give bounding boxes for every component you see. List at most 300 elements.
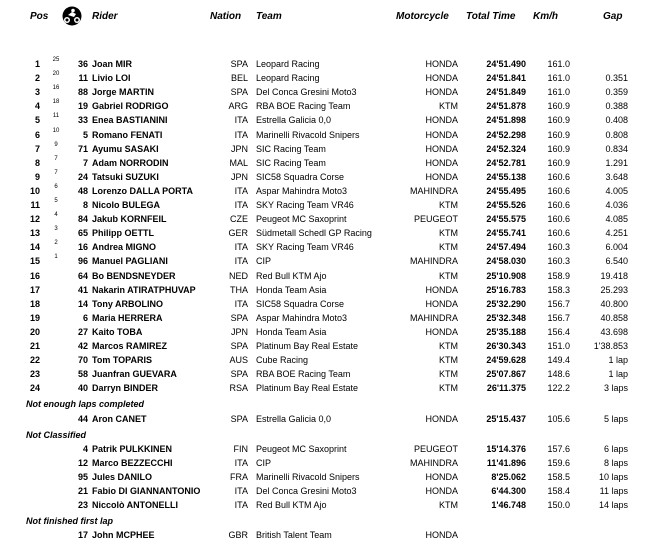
row-grid: 18 xyxy=(52,99,60,106)
row-total-time: 24'52.298 xyxy=(486,129,526,140)
row-nation: SPA xyxy=(230,341,248,351)
row-motorcycle: PEUGEOT xyxy=(413,443,458,454)
row-pos: 5 xyxy=(34,115,40,126)
row-number: 5 xyxy=(82,129,88,140)
row-gap: 4.036 xyxy=(605,200,628,210)
row-number: 40 xyxy=(77,383,88,394)
row-nation: ARG xyxy=(228,101,248,112)
row-gap: 11 laps xyxy=(599,486,628,496)
row-rider: Patrik PULKKINEN xyxy=(92,443,173,454)
row-total-time: 24'55.741 xyxy=(486,228,526,239)
row-team: RBA BOE Racing Team xyxy=(256,369,351,380)
row-pos: 11 xyxy=(30,200,40,210)
row-rider: Jules DANILO xyxy=(92,471,153,482)
row-motorcycle: HONDA xyxy=(425,530,458,541)
row-number: 23 xyxy=(77,500,88,511)
row-nation: ITA xyxy=(234,200,248,210)
row-number: 58 xyxy=(77,369,88,380)
row-motorcycle: HONDA xyxy=(425,157,458,168)
row-motorcycle: MAHINDRA xyxy=(409,185,458,196)
row-gap: 4.251 xyxy=(605,228,628,239)
row-nation: RSA xyxy=(229,383,248,394)
row-gap: 6.004 xyxy=(605,242,628,253)
row-pos: 18 xyxy=(29,298,40,309)
row-total-time: 24'52.781 xyxy=(486,157,526,168)
row-rider: Fabio DI GIANNANTONIO xyxy=(92,486,201,496)
row-kmh: 158.9 xyxy=(547,270,570,281)
row-kmh: 160.6 xyxy=(547,185,570,196)
row-number: 16 xyxy=(77,242,88,253)
row-team: Leopard Racing xyxy=(256,59,320,69)
row-rider: Adam NORRODIN xyxy=(92,157,169,168)
row-pos: 21 xyxy=(29,341,40,351)
row-team: Honda Team Asia xyxy=(256,326,327,337)
row-kmh: 160.9 xyxy=(547,115,570,126)
row-pos: 15 xyxy=(29,256,40,267)
row-team: Del Conca Gresini Moto3 xyxy=(256,87,357,98)
row-kmh: 160.9 xyxy=(547,157,570,168)
row-team: Platinum Bay Real Estate xyxy=(256,383,359,394)
row-team: SKY Racing Team VR46 xyxy=(256,242,354,253)
section-not-enough-laps: Not enough laps completed xyxy=(26,399,145,410)
row-nation: ITA xyxy=(234,256,248,267)
row-total-time: 24'51.841 xyxy=(486,73,526,84)
row-nation: BEL xyxy=(230,73,248,84)
row-kmh: 161.0 xyxy=(547,73,570,84)
row-kmh: 157.6 xyxy=(547,443,570,454)
row-kmh: 158.5 xyxy=(547,471,570,482)
row-number: 19 xyxy=(77,101,88,112)
row-total-time: 24'51.898 xyxy=(486,115,526,126)
row-team: Peugeot MC Saxoprint xyxy=(256,443,347,454)
row-pos: 23 xyxy=(29,369,40,380)
row-gap: 1.291 xyxy=(605,157,628,168)
row-gap: 3.648 xyxy=(605,171,628,182)
row-pos: 16 xyxy=(29,270,40,281)
row-total-time: 25'15.437 xyxy=(486,413,526,424)
row-rider: Juanfran GUEVARA xyxy=(92,369,177,380)
row-team: Red Bull KTM Ajo xyxy=(256,270,327,281)
row-number: 27 xyxy=(77,326,88,337)
row-nation: ITA xyxy=(234,486,248,496)
header-pos: Pos xyxy=(30,11,49,22)
row-motorcycle: MAHINDRA xyxy=(409,312,458,323)
row-rider: Bo BENDSNEYDER xyxy=(92,270,176,281)
row-gap: 25.293 xyxy=(600,284,628,295)
row-motorcycle: KTM xyxy=(439,242,458,253)
row-gap: 1'38.853 xyxy=(593,341,628,351)
row-team: SIC Racing Team xyxy=(256,143,326,154)
row-nation: JPN xyxy=(230,326,248,337)
row-kmh: 150.0 xyxy=(547,500,570,511)
row-kmh: 122.2 xyxy=(547,383,570,394)
row-rider: Ayumu SASAKI xyxy=(92,143,159,154)
row-team: Südmetall Schedl GP Racing xyxy=(256,228,372,239)
row-grid: 20 xyxy=(52,71,60,78)
row-rider: John MCPHEE xyxy=(92,530,155,541)
row-nation: SPA xyxy=(230,413,248,424)
row-kmh: 160.3 xyxy=(547,242,570,253)
row-pos: 2 xyxy=(34,73,40,84)
row-nation: CZE xyxy=(230,214,248,225)
row-rider: Maria HERRERA xyxy=(92,312,163,323)
row-team: CIP xyxy=(256,256,272,267)
row-number: 36 xyxy=(77,59,88,69)
row-motorcycle: HONDA xyxy=(425,87,458,98)
table-row xyxy=(0,497,650,514)
row-number: 21 xyxy=(77,486,88,496)
row-kmh: 160.3 xyxy=(547,256,570,267)
row-total-time: 25'16.783 xyxy=(486,284,526,295)
row-motorcycle: HONDA xyxy=(425,326,458,337)
row-rider: Jakub KORNFEIL xyxy=(92,214,167,225)
row-kmh: 160.6 xyxy=(547,214,570,225)
row-pos: 19 xyxy=(29,312,40,323)
row-number: 44 xyxy=(77,413,88,424)
row-team: Red Bull KTM Ajo xyxy=(256,500,327,511)
row-grid: 4 xyxy=(54,212,58,219)
row-kmh: 160.6 xyxy=(547,171,570,182)
row-pos: 7 xyxy=(34,143,40,154)
row-gap: 40.800 xyxy=(600,298,628,309)
row-pos: 20 xyxy=(29,326,40,337)
row-number: 88 xyxy=(77,87,88,98)
row-kmh: 105.6 xyxy=(547,413,570,424)
row-gap: 0.359 xyxy=(605,87,628,98)
row-total-time: 26'30.343 xyxy=(486,341,526,351)
table-row xyxy=(0,527,650,544)
row-gap: 4.085 xyxy=(605,214,628,225)
row-motorcycle: KTM xyxy=(439,200,458,210)
row-rider: Marco BEZZECCHI xyxy=(92,457,173,468)
row-grid: 3 xyxy=(54,226,58,233)
row-rider: Nakarin ATIRATPHUVAP xyxy=(92,284,196,295)
row-nation: THA xyxy=(230,284,248,295)
row-total-time: 24'52.324 xyxy=(486,143,526,154)
row-motorcycle: KTM xyxy=(439,500,458,511)
row-grid: 5 xyxy=(54,198,58,204)
row-pos: 9 xyxy=(34,171,40,182)
row-gap: 19.418 xyxy=(600,270,628,281)
row-pos: 22 xyxy=(29,355,40,366)
row-motorcycle: KTM xyxy=(439,355,458,366)
row-number: 12 xyxy=(77,457,88,468)
row-rider: Livio LOI xyxy=(92,73,131,84)
row-nation: ITA xyxy=(234,500,248,511)
row-total-time: 25'32.290 xyxy=(486,298,526,309)
row-total-time: 24'51.849 xyxy=(486,87,526,98)
row-team: British Talent Team xyxy=(256,530,332,541)
row-team: Aspar Mahindra Moto3 xyxy=(256,312,348,323)
row-total-time: 24'55.526 xyxy=(486,200,526,210)
row-team: Aspar Mahindra Moto3 xyxy=(256,185,348,196)
row-nation: JPN xyxy=(230,171,248,182)
row-kmh: 160.6 xyxy=(547,200,570,210)
row-gap: 4.005 xyxy=(605,185,628,196)
row-total-time: 24'59.628 xyxy=(486,355,526,366)
row-motorcycle: KTM xyxy=(439,101,458,112)
row-number: 11 xyxy=(78,73,88,84)
row-team: RBA BOE Racing Team xyxy=(256,101,351,112)
row-team: Peugeot MC Saxoprint xyxy=(256,214,347,225)
row-pos: 24 xyxy=(29,383,40,394)
row-gap: 5 laps xyxy=(603,413,628,424)
row-grid: 16 xyxy=(52,85,60,92)
row-grid: 6 xyxy=(54,183,58,190)
row-nation: NED xyxy=(228,270,248,281)
row-kmh: 156.7 xyxy=(547,298,570,309)
row-gap: 0.388 xyxy=(605,101,628,112)
row-number: 65 xyxy=(77,228,88,239)
row-kmh: 148.6 xyxy=(547,369,570,380)
row-pos: 10 xyxy=(29,185,40,196)
row-total-time: 11'41.896 xyxy=(486,457,526,468)
row-nation: AUS xyxy=(229,355,248,366)
row-nation: FIN xyxy=(233,443,248,454)
row-total-time: 8'25.062 xyxy=(491,471,526,482)
row-number: 4 xyxy=(82,443,88,454)
row-pos: 8 xyxy=(34,157,40,168)
header-team: Team xyxy=(256,11,282,22)
row-pos: 13 xyxy=(29,228,40,239)
header-nation: Nation xyxy=(210,11,242,22)
row-total-time: 25'10.908 xyxy=(486,270,526,281)
row-motorcycle: KTM xyxy=(439,228,458,239)
row-nation: SPA xyxy=(230,59,248,69)
row-team: Estrella Galicia 0,0 xyxy=(256,115,332,126)
row-team: Marinelli Rivacold Snipers xyxy=(256,129,360,140)
row-rider: Jorge MARTIN xyxy=(92,87,155,98)
row-team: Del Conca Gresini Moto3 xyxy=(256,486,357,496)
row-number: 17 xyxy=(77,530,88,541)
row-rider: Darryn BINDER xyxy=(92,383,159,394)
row-nation: ITA xyxy=(234,242,248,253)
row-number: 48 xyxy=(77,185,88,196)
row-gap: 40.858 xyxy=(600,312,628,323)
row-motorcycle: KTM xyxy=(439,369,458,380)
row-number: 84 xyxy=(77,214,88,225)
results-header xyxy=(0,0,650,28)
row-nation: JPN xyxy=(230,143,248,154)
row-grid: 25 xyxy=(52,57,60,63)
row-nation: ITA xyxy=(234,115,248,126)
row-pos: 1 xyxy=(34,59,40,69)
row-team: SKY Racing Team VR46 xyxy=(256,200,354,210)
row-rider: Kaito TOBA xyxy=(92,326,143,337)
header-total-time: Total Time xyxy=(466,11,516,22)
row-kmh: 159.6 xyxy=(547,457,570,468)
row-kmh: 160.9 xyxy=(547,101,570,112)
row-nation: GER xyxy=(228,228,248,239)
row-rider: Romano FENATI xyxy=(92,129,163,140)
row-motorcycle: HONDA xyxy=(425,115,458,126)
row-total-time: 6'44.300 xyxy=(491,486,526,496)
row-kmh: 161.0 xyxy=(547,87,570,98)
row-grid: 7 xyxy=(54,169,58,176)
row-total-time: 1'46.748 xyxy=(491,500,526,511)
row-pos: 6 xyxy=(34,129,40,140)
row-gap: 0.408 xyxy=(605,115,628,126)
row-kmh: 156.4 xyxy=(547,326,570,337)
row-nation: SPA xyxy=(230,312,248,323)
row-kmh: 160.6 xyxy=(547,228,570,239)
row-gap: 1 lap xyxy=(608,355,628,366)
row-rider: Nicolo BULEGA xyxy=(92,200,161,210)
row-gap: 6.540 xyxy=(605,256,628,267)
row-grid: 7 xyxy=(54,155,58,162)
row-number: 64 xyxy=(77,270,88,281)
header-rider: Rider xyxy=(92,11,118,22)
row-nation: SPA xyxy=(230,87,248,98)
row-motorcycle: HONDA xyxy=(425,73,458,84)
row-gap: 1 lap xyxy=(608,369,628,380)
row-team: Platinum Bay Real Estate xyxy=(256,341,359,351)
row-total-time: 24'57.494 xyxy=(486,242,526,253)
row-number: 6 xyxy=(82,312,88,323)
row-kmh: 156.7 xyxy=(547,312,570,323)
row-motorcycle: KTM xyxy=(439,341,458,351)
row-number: 71 xyxy=(77,143,88,154)
row-rider: Joan MIR xyxy=(92,59,133,69)
row-motorcycle: PEUGEOT xyxy=(413,214,458,225)
row-number: 96 xyxy=(77,256,88,267)
table-row xyxy=(0,380,650,397)
row-rider: Tatsuki SUZUKI xyxy=(92,171,159,182)
row-team: SIC58 Squadra Corse xyxy=(256,171,345,182)
row-total-time: 15'14.376 xyxy=(486,443,526,454)
row-total-time: 25'35.188 xyxy=(486,326,526,337)
row-rider: Tony ARBOLINO xyxy=(92,298,163,309)
row-motorcycle: HONDA xyxy=(425,143,458,154)
row-total-time: 24'55.495 xyxy=(486,185,526,196)
row-number: 95 xyxy=(77,471,88,482)
row-total-time: 24'51.490 xyxy=(486,59,526,69)
row-rider: Niccolò ANTONELLI xyxy=(92,500,179,511)
motorcycle-rider-icon xyxy=(60,6,84,26)
row-motorcycle: HONDA xyxy=(425,413,458,424)
table-row xyxy=(0,411,650,428)
row-total-time: 25'32.348 xyxy=(486,312,526,323)
row-team: Estrella Galicia 0,0 xyxy=(256,413,332,424)
row-kmh: 149.4 xyxy=(547,355,570,366)
row-gap: 0.808 xyxy=(605,129,628,140)
row-rider: Marcos RAMIREZ xyxy=(92,341,168,351)
row-number: 33 xyxy=(77,115,88,126)
row-team: SIC58 Squadra Corse xyxy=(256,298,345,309)
row-grid: 9 xyxy=(54,141,58,148)
row-rider: Andrea MIGNO xyxy=(92,242,157,253)
row-pos: 3 xyxy=(34,87,40,98)
row-team: CIP xyxy=(256,457,272,468)
row-gap: 8 laps xyxy=(603,457,628,468)
row-motorcycle: HONDA xyxy=(425,486,458,496)
row-grid: 11 xyxy=(52,113,60,120)
row-gap: 0.351 xyxy=(605,73,628,84)
row-number: 42 xyxy=(77,341,88,351)
row-nation: ITA xyxy=(234,298,248,309)
row-team: Cube Racing xyxy=(256,355,309,366)
row-motorcycle: KTM xyxy=(439,270,458,281)
section-not-finished-first-lap: Not finished first lap xyxy=(26,516,114,527)
row-pos: 17 xyxy=(29,284,40,295)
row-pos: 4 xyxy=(34,101,40,112)
row-number: 41 xyxy=(77,284,88,295)
row-rider: Tom TOPARIS xyxy=(92,355,153,366)
row-kmh: 158.3 xyxy=(547,284,570,295)
row-motorcycle: HONDA xyxy=(425,284,458,295)
row-kmh: 160.9 xyxy=(547,129,570,140)
section-not-classified: Not Classified xyxy=(26,429,87,440)
row-rider: Gabriel RODRIGO xyxy=(92,101,169,112)
row-motorcycle: KTM xyxy=(439,383,458,394)
row-nation: ITA xyxy=(234,185,248,196)
row-total-time: 26'11.375 xyxy=(486,383,526,394)
row-motorcycle: HONDA xyxy=(425,471,458,482)
row-gap: 3 laps xyxy=(603,383,628,394)
row-number: 14 xyxy=(77,298,88,309)
row-nation: ITA xyxy=(234,457,248,468)
row-team: Honda Team Asia xyxy=(256,284,327,295)
row-rider: Enea BASTIANINI xyxy=(92,115,168,126)
row-total-time: 24'58.030 xyxy=(486,256,526,267)
row-number: 7 xyxy=(82,157,88,168)
row-number: 70 xyxy=(77,355,88,366)
row-motorcycle: HONDA xyxy=(425,171,458,182)
row-nation: FRA xyxy=(230,471,248,482)
row-gap: 0.834 xyxy=(605,143,628,154)
row-gap: 10 laps xyxy=(598,471,628,482)
row-kmh: 161.0 xyxy=(547,59,570,69)
row-team: Leopard Racing xyxy=(256,73,320,84)
row-grid: 2 xyxy=(54,240,58,247)
header-motorcycle: Motorcycle xyxy=(396,11,449,22)
row-grid: 10 xyxy=(52,127,60,134)
row-motorcycle: MAHINDRA xyxy=(409,457,458,468)
row-team: Marinelli Rivacold Snipers xyxy=(256,471,360,482)
row-total-time: 25'07.867 xyxy=(486,369,526,380)
row-total-time: 24'51.878 xyxy=(486,101,526,112)
row-number: 8 xyxy=(82,200,88,210)
row-rider: Aron CANET xyxy=(92,413,147,424)
row-motorcycle: MAHINDRA xyxy=(409,256,458,267)
row-rider: Manuel PAGLIANI xyxy=(92,256,168,267)
row-team: SIC Racing Team xyxy=(256,157,326,168)
row-total-time: 24'55.575 xyxy=(486,214,526,225)
row-nation: MAL xyxy=(229,157,248,168)
row-pos: 14 xyxy=(29,242,40,253)
row-rider: Philipp OETTL xyxy=(92,228,154,239)
row-motorcycle: HONDA xyxy=(425,59,458,69)
row-gap: 14 laps xyxy=(598,500,628,511)
row-grid: 1 xyxy=(54,254,58,261)
row-nation: ITA xyxy=(234,129,248,140)
row-total-time: 24'55.138 xyxy=(486,171,526,182)
row-pos: 12 xyxy=(29,214,40,225)
row-gap: 6 laps xyxy=(603,443,628,454)
row-nation: SPA xyxy=(230,369,248,380)
row-motorcycle: HONDA xyxy=(425,129,458,140)
row-rider: Lorenzo DALLA PORTA xyxy=(92,185,193,196)
header-kmh: Km/h xyxy=(533,11,558,22)
row-kmh: 158.4 xyxy=(547,486,570,496)
row-nation: GBR xyxy=(228,530,248,541)
row-number: 24 xyxy=(77,171,88,182)
row-kmh: 160.9 xyxy=(547,143,570,154)
row-gap: 43.698 xyxy=(600,326,628,337)
header-gap: Gap xyxy=(603,11,623,22)
row-motorcycle: HONDA xyxy=(425,298,458,309)
row-kmh: 151.0 xyxy=(547,341,570,351)
